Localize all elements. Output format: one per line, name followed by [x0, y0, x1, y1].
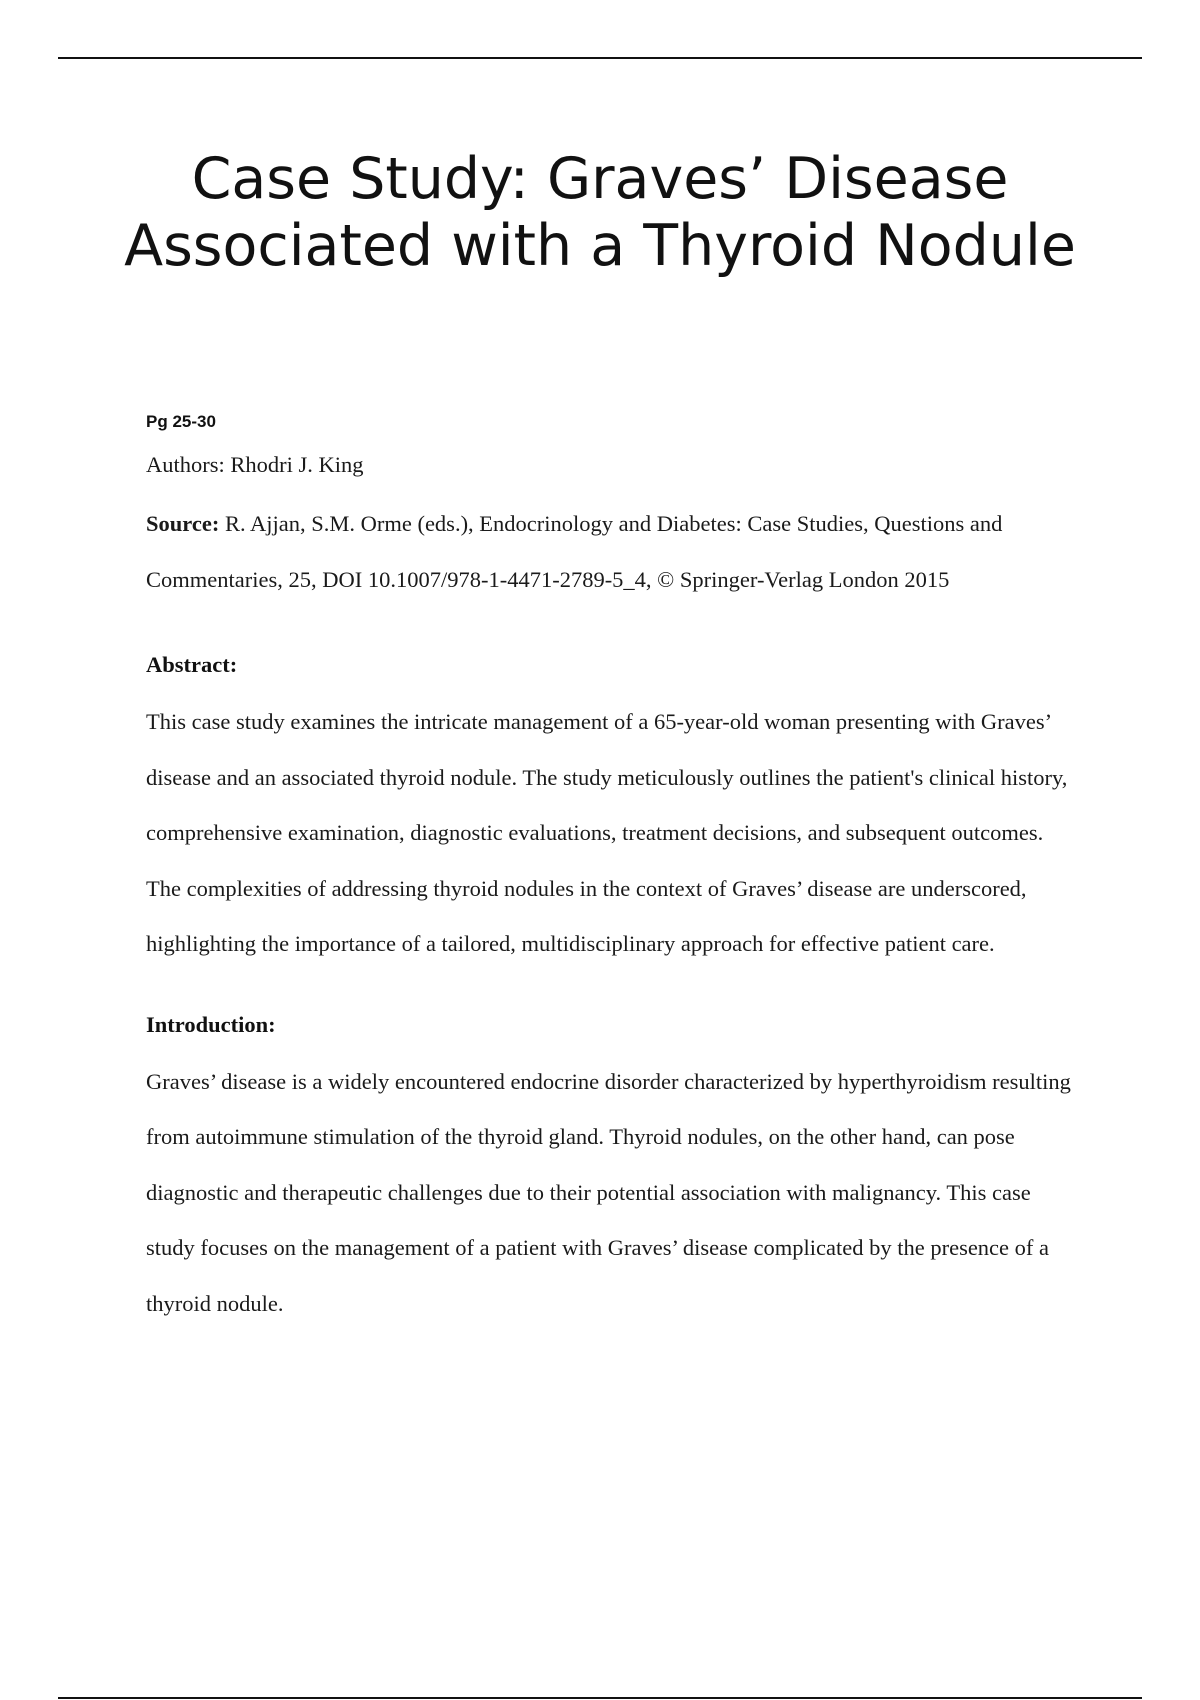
source-citation [146, 496, 1076, 608]
document-title: Case Study: Graves’ Disease Associated with a Thyroid Nodule [124, 146, 1076, 279]
introduction-paragraph: Graves’ disease is a widely encountered endocrine disorder characterized by hyperthyroidism resulting from autoimmune stimulation of the thyroid gland. Thyroid nodules, on the other hand, can pose diagnostic and therapeutic challenges due to their potential association with malignancy. This case study focuses on the management of a patient with Graves’ disease complicated by the presence of a thyroid nodule. [146, 1068, 1071, 1316]
abstract-heading: Abstract: [146, 652, 238, 677]
authors-line: Authors: Rhodri J. King [146, 452, 364, 477]
top-rule [58, 57, 1142, 59]
document-body [146, 410, 1076, 1331]
source-label: Source: [146, 511, 220, 536]
source-text: R. Ajjan, S.M. Orme (eds.), Endocrinology and Diabetes: Case Studies, Questions and Commentaries, 25, DOI 10.1007/978-1-4471-2789-5_4, © Springer-Verlag London 2015 [146, 511, 1003, 592]
page-range: Pg 25-30 [146, 412, 216, 431]
bottom-rule [58, 1697, 1142, 1699]
abstract-paragraph: This case study examines the intricate management of a 65-year-old woman presenting with Graves’ disease and an associated thyroid nodule. The study meticulously outlines the patient's clinical history, comprehensive examination, diagnostic evaluations, treatment decisions, and subsequent outcomes. The complexities of addressing thyroid nodules in the context of Graves’ disease are underscored, highlighting the importance of a tailored, multidisciplinary approach for effective patient care. [146, 709, 1068, 956]
introduction-heading: Introduction: [146, 1011, 276, 1037]
